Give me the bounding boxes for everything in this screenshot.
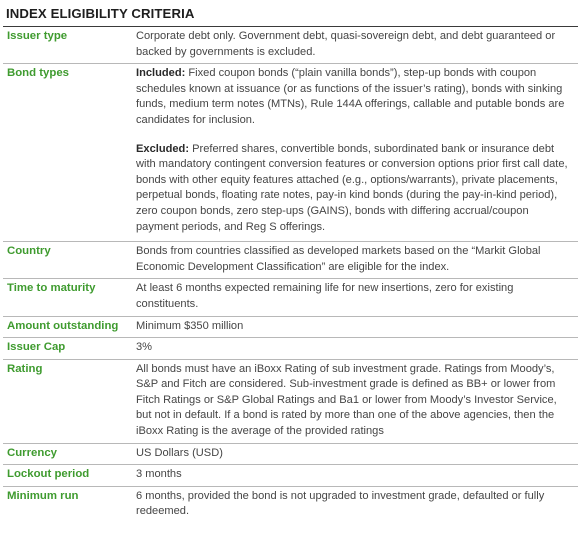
- criteria-value: 3%: [136, 338, 578, 360]
- criteria-label: Issuer Cap: [3, 338, 136, 360]
- criteria-value: At least 6 months expected remaining life for new insertions, zero for existing constituents.: [136, 279, 578, 316]
- criteria-row-bond-types: [3, 64, 578, 242]
- included-text: Fixed coupon bonds (“plain vanilla bonds”), step-up bonds with coupon schedules known at issuance (or as functions of the issuer’s rating), bonds with sinking funds, medium term notes (MTNs), Rule 144A offerings, callable and putable bonds are candidates for inclusion.: [136, 67, 565, 126]
- criteria-value: All bonds must have an iBoxx Rating of sub investment grade. Ratings from Moody’s, S&P and Fitch are considered. Sub-investment grade is defined as BB+ or lower from Fitch Ratings or S&P Global Ratings and Ba1 or lower from Moody’s Investor Service, but not in default. If a bond is rated by more than one of the above agencies, then the iBoxx Rating is the average of the provided ratings: [136, 359, 578, 443]
- criteria-value: Corporate debt only. Government debt, quasi-sovereign debt, and debt guaranteed or backed by governments is excluded.: [136, 27, 578, 64]
- criteria-label: Bond types: [3, 64, 136, 242]
- criteria-label: Issuer type: [3, 27, 136, 64]
- criteria-value: Minimum $350 million: [136, 316, 578, 338]
- criteria-row-lockout-period: [3, 465, 578, 487]
- excluded-text: Preferred shares, convertible bonds, subordinated bank or insurance debt with mandatory contingent conversion features or conversion options prior first call date, bonds with other equity features attached (e.g., options/warrants), private placements, perpetual bonds, floating rate notes, pay-in kind bonds (during the pay-in-kind period), zero coupon bonds, zero step-ups (GAINS), bonds with differing accrual/coupon payment periods, and Reg S offerings.: [136, 142, 568, 233]
- criteria-row-country: [3, 242, 578, 279]
- criteria-label: Time to maturity: [3, 279, 136, 316]
- criteria-row-issuer-cap: [3, 338, 578, 360]
- criteria-label: Rating: [3, 359, 136, 443]
- criteria-row-minimum-run: [3, 486, 578, 523]
- criteria-label: Minimum run: [7, 489, 79, 502]
- criteria-row-amount-outstanding: [3, 316, 578, 338]
- criteria-row-currency: [3, 443, 578, 465]
- criteria-value: Bonds from countries classified as developed markets based on the “Markit Global Economic Development Classification” are eligible for the index.: [136, 242, 578, 279]
- excluded-key: Excluded:: [136, 142, 190, 155]
- criteria-value: US Dollars (USD): [136, 443, 578, 465]
- included-paragraph: [136, 66, 574, 128]
- criteria-row-time-to-maturity: [3, 279, 578, 316]
- page-title: INDEX ELIGIBILITY CRITERIA: [3, 0, 578, 27]
- criteria-label: Country: [3, 242, 136, 279]
- criteria-label: Currency: [3, 443, 136, 465]
- criteria-value: 6 months, provided the bond is not upgraded to investment grade, defaulted or fully redeemed.: [136, 489, 545, 518]
- criteria-table: [3, 27, 578, 523]
- criteria-value: 3 months: [136, 465, 578, 487]
- included-key: Included:: [136, 67, 186, 80]
- criteria-row-issuer-type: [3, 27, 578, 64]
- criteria-label: Amount outstanding: [3, 316, 136, 338]
- excluded-paragraph: [136, 142, 574, 236]
- criteria-value: [136, 64, 578, 242]
- criteria-label: Lockout period: [3, 465, 136, 487]
- criteria-row-rating: [3, 359, 578, 443]
